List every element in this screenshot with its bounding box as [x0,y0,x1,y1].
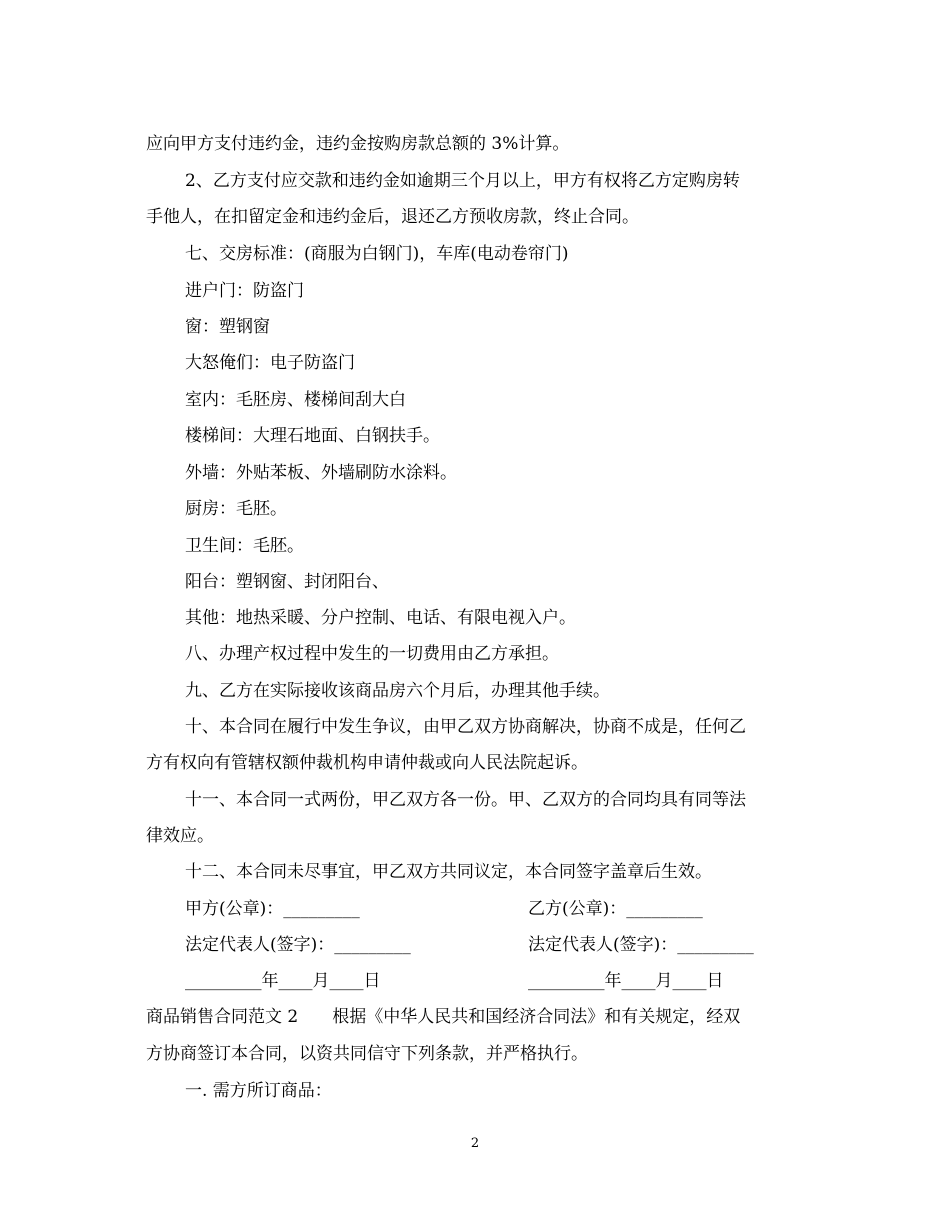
text-line: 七、交房标准：(商服为白钢门)，车库(电动卷帘门) [185,244,569,264]
text-line: 方协商签订本合同，以资共同信守下列条款，并严格执行。 [146,1044,588,1064]
text-line: 十、本合同在履行中发生争议，由甲乙双方协商解决，协商不成是，任何乙 [185,717,746,737]
text-line: 大怒俺们：电子防盗门 [185,353,355,373]
text-line: 手他人，在扣留定金和违约金后，退还乙方预收房款，终止合同。 [146,207,639,227]
text-line: 楼梯间：大理石地面、白钢扶手。 [185,426,440,446]
text-line: 十一、本合同一式两份，甲乙双方各一份。甲、乙双方的合同均具有同等法 [185,790,746,810]
page-number: 2 [470,1136,480,1151]
text-line: 九、乙方在实际接收该商品房六个月后，办理其他手续。 [185,681,610,701]
text-line: 窗：塑钢窗 [185,317,270,337]
text-line: 2、乙方支付应交款和违约金如逾期三个月以上，甲方有权将乙方定购房转 [185,171,740,191]
text-line: 厨房：毛胚。 [185,499,287,519]
party-b-representative: 法定代表人(签字)：_________ [528,935,754,955]
text-line: 八、办理产权过程中发生的一切费用由乙方承担。 [185,644,559,664]
text-line: 商品销售合同范文 2 根据《中华人民共和国经济合同法》和有关规定，经双 [146,1007,741,1027]
text-line: 卫生间：毛胚。 [185,536,304,556]
text-line: 律效应。 [146,826,214,846]
text-line: 阳台：塑钢窗、封闭阳台、 [185,572,389,592]
text-line: 应向甲方支付违约金，违约金按购房款总额的 3%计算。 [146,134,570,154]
party-b-seal: 乙方(公章)：_________ [528,899,703,919]
text-line: 室内：毛胚房、楼梯间刮大白 [185,390,406,410]
text-line: 十二、本合同未尽事宜，甲乙双方共同议定，本合同签字盖章后生效。 [185,862,712,882]
party-b-date: _________年____月____日 [528,971,724,991]
party-a-seal: 甲方(公章)：_________ [185,899,360,919]
text-line: 方有权向有管辖权额仲裁机构申请仲裁或向人民法院起诉。 [146,753,588,773]
text-line: 其他：地热采暖、分户控制、电话、有限电视入户。 [185,608,576,628]
text-line: 一. 需方所订商品： [185,1081,332,1101]
text-line: 进户门：防盗门 [185,281,304,301]
party-a-representative: 法定代表人(签字)：_________ [185,935,411,955]
text-line: 外墙：外贴苯板、外墙刷防水涂料。 [185,463,457,483]
party-a-date: _________年____月____日 [185,971,381,991]
